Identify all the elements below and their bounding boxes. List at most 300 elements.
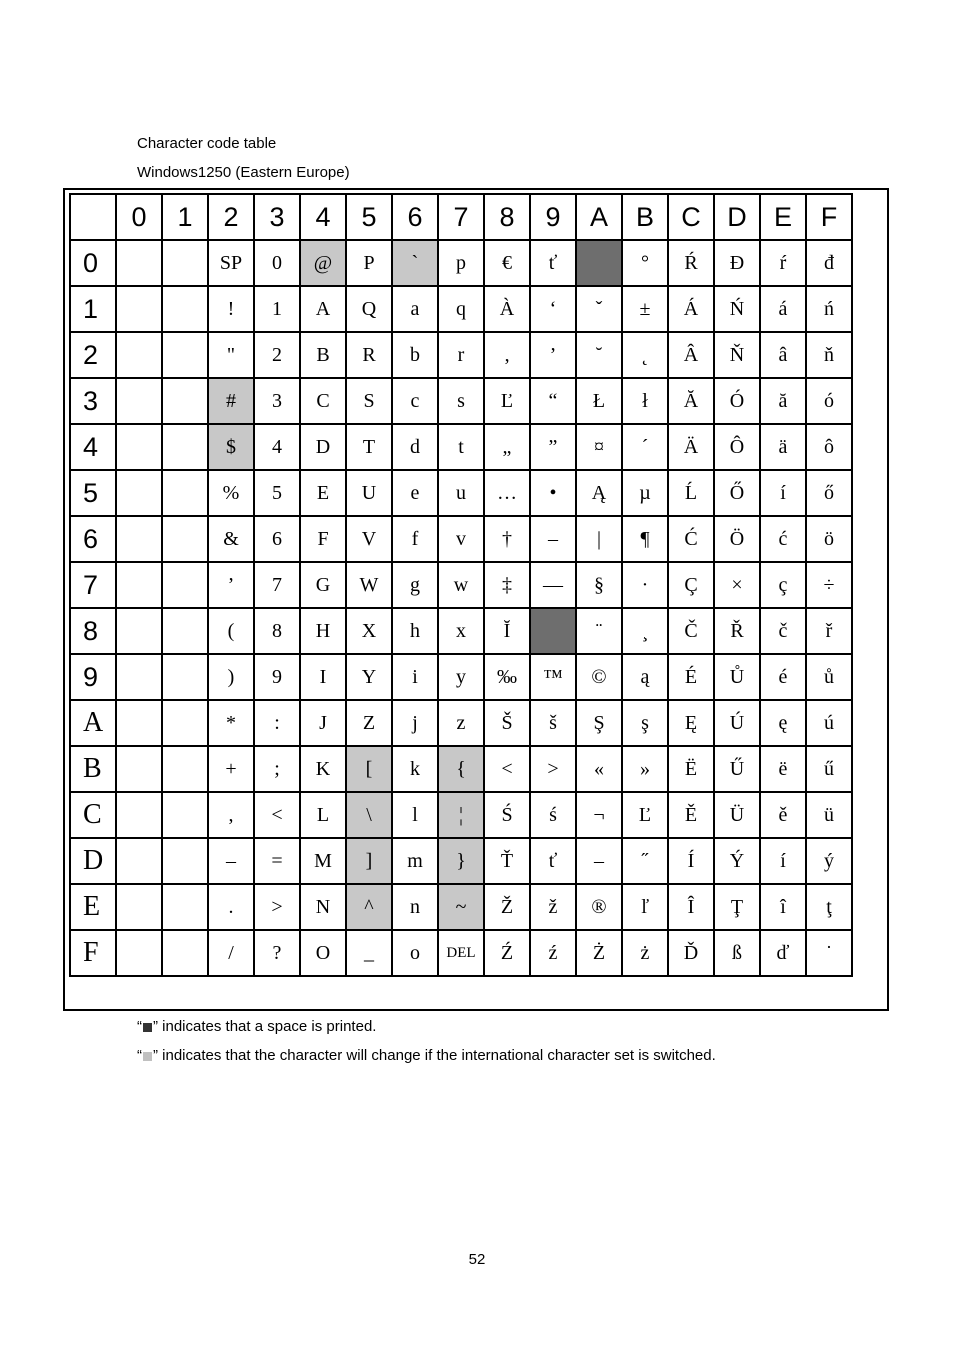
char-cell: # xyxy=(208,378,254,424)
table-title: Character code table xyxy=(137,135,277,152)
char-cell: % xyxy=(208,470,254,516)
char-cell: ř xyxy=(806,608,852,654)
char-cell: Â xyxy=(668,332,714,378)
char-cell: Ť xyxy=(484,838,530,884)
row-header: 5 xyxy=(70,470,116,516)
char-cell: F xyxy=(300,516,346,562)
char-cell: ß xyxy=(714,930,760,976)
table-row xyxy=(70,746,852,792)
char-cell: ş xyxy=(622,700,668,746)
row-header: 4 xyxy=(70,424,116,470)
char-cell: Ö xyxy=(714,516,760,562)
char-cell xyxy=(162,286,208,332)
char-cell: C xyxy=(300,378,346,424)
char-cell: } xyxy=(438,838,484,884)
column-header: 0 xyxy=(116,194,162,240)
column-header: 7 xyxy=(438,194,484,240)
char-cell: d xyxy=(392,424,438,470)
char-cell: Ž xyxy=(484,884,530,930)
char-cell: p xyxy=(438,240,484,286)
char-cell xyxy=(116,608,162,654)
footnote-space-open: “ xyxy=(137,1018,142,1035)
char-cell: “ xyxy=(530,378,576,424)
column-header: A xyxy=(576,194,622,240)
char-cell: © xyxy=(576,654,622,700)
char-cell: m xyxy=(392,838,438,884)
char-cell: ć xyxy=(760,516,806,562)
char-cell: Ř xyxy=(714,608,760,654)
char-cell xyxy=(116,562,162,608)
table-row xyxy=(70,378,852,424)
char-cell: ! xyxy=(208,286,254,332)
table-row xyxy=(70,240,852,286)
char-cell: Ł xyxy=(576,378,622,424)
char-cell: Ŕ xyxy=(668,240,714,286)
page-number: 52 xyxy=(468,1251,486,1268)
char-cell: Ľ xyxy=(484,378,530,424)
char-cell: u xyxy=(438,470,484,516)
table-row xyxy=(70,884,852,930)
char-cell: Ľ xyxy=(622,792,668,838)
row-header: 8 xyxy=(70,608,116,654)
footnote-intl xyxy=(137,1047,716,1064)
char-cell: Ű xyxy=(714,746,760,792)
char-cell: ě xyxy=(760,792,806,838)
char-cell: x xyxy=(438,608,484,654)
char-cell: g xyxy=(392,562,438,608)
char-cell xyxy=(162,654,208,700)
table-row xyxy=(70,654,852,700)
char-cell: n xyxy=(392,884,438,930)
char-cell: ˇ xyxy=(576,286,622,332)
char-cell: / xyxy=(208,930,254,976)
char-cell: Ş xyxy=(576,700,622,746)
char-cell: Ĺ xyxy=(668,470,714,516)
column-header: 2 xyxy=(208,194,254,240)
row-header: A xyxy=(70,700,116,746)
char-cell: á xyxy=(760,286,806,332)
char-cell xyxy=(162,930,208,976)
char-cell xyxy=(116,792,162,838)
char-cell: ’ xyxy=(208,562,254,608)
char-cell: „ xyxy=(484,424,530,470)
char-cell xyxy=(116,654,162,700)
char-cell xyxy=(162,332,208,378)
char-cell xyxy=(530,608,576,654)
char-cell: z xyxy=(438,700,484,746)
char-cell: µ xyxy=(622,470,668,516)
char-cell: > xyxy=(254,884,300,930)
char-cell: 3 xyxy=(254,378,300,424)
column-header: 9 xyxy=(530,194,576,240)
column-header: 3 xyxy=(254,194,300,240)
column-header: 4 xyxy=(300,194,346,240)
char-cell: Ä xyxy=(668,424,714,470)
char-cell xyxy=(116,286,162,332)
char-cell: Ő xyxy=(714,470,760,516)
char-cell: ą xyxy=(622,654,668,700)
char-cell: V xyxy=(346,516,392,562)
row-header: B xyxy=(70,746,116,792)
char-cell: E xyxy=(300,470,346,516)
table-row xyxy=(70,470,852,516)
char-cell: & xyxy=(208,516,254,562)
char-cell: ď xyxy=(760,930,806,976)
char-cell: • xyxy=(530,470,576,516)
char-cell: Ń xyxy=(714,286,760,332)
table-row xyxy=(70,424,852,470)
char-cell: × xyxy=(714,562,760,608)
char-cell: ˝ xyxy=(622,838,668,884)
row-header: 3 xyxy=(70,378,116,424)
char-cell: s xyxy=(438,378,484,424)
table-row xyxy=(70,332,852,378)
char-cell: c xyxy=(392,378,438,424)
char-cell: ¶ xyxy=(622,516,668,562)
char-cell: ľ xyxy=(622,884,668,930)
char-cell: N xyxy=(300,884,346,930)
char-cell: l xyxy=(392,792,438,838)
char-cell: – xyxy=(530,516,576,562)
char-cell: , xyxy=(208,792,254,838)
row-header: 9 xyxy=(70,654,116,700)
table-row xyxy=(70,838,852,884)
char-cell: — xyxy=(530,562,576,608)
char-cell xyxy=(116,332,162,378)
char-cell: $ xyxy=(208,424,254,470)
char-cell: ź xyxy=(530,930,576,976)
char-cell: ¦ xyxy=(438,792,484,838)
char-cell: @ xyxy=(300,240,346,286)
char-cell: J xyxy=(300,700,346,746)
char-cell xyxy=(116,884,162,930)
char-cell: + xyxy=(208,746,254,792)
char-cell: ” xyxy=(530,424,576,470)
column-header: E xyxy=(760,194,806,240)
char-cell: ¤ xyxy=(576,424,622,470)
char-cell xyxy=(162,240,208,286)
char-cell xyxy=(116,424,162,470)
char-cell: Z xyxy=(346,700,392,746)
char-cell: ń xyxy=(806,286,852,332)
char-cell xyxy=(116,378,162,424)
char-cell: € xyxy=(484,240,530,286)
char-cell: = xyxy=(254,838,300,884)
char-cell xyxy=(162,838,208,884)
row-header: 1 xyxy=(70,286,116,332)
char-cell xyxy=(162,378,208,424)
row-header: 0 xyxy=(70,240,116,286)
char-cell: b xyxy=(392,332,438,378)
char-cell: – xyxy=(208,838,254,884)
char-cell: đ xyxy=(806,240,852,286)
char-cell: y xyxy=(438,654,484,700)
char-cell: : xyxy=(254,700,300,746)
char-cell: 8 xyxy=(254,608,300,654)
char-cell: K xyxy=(300,746,346,792)
row-header: 2 xyxy=(70,332,116,378)
table-row xyxy=(70,930,852,976)
char-cell: ť xyxy=(530,240,576,286)
char-cell: î xyxy=(760,884,806,930)
char-cell: [ xyxy=(346,746,392,792)
char-cell xyxy=(116,746,162,792)
table-row xyxy=(70,516,852,562)
char-cell: SP xyxy=(208,240,254,286)
char-cell: ® xyxy=(576,884,622,930)
char-cell: P xyxy=(346,240,392,286)
char-cell: 5 xyxy=(254,470,300,516)
char-cell: > xyxy=(530,746,576,792)
dark-square-icon xyxy=(143,1023,152,1032)
char-cell: O xyxy=(300,930,346,976)
table-row xyxy=(70,608,852,654)
char-cell: ă xyxy=(760,378,806,424)
char-cell: ™ xyxy=(530,654,576,700)
char-cell: G xyxy=(300,562,346,608)
char-cell: ä xyxy=(760,424,806,470)
char-cell: § xyxy=(576,562,622,608)
table-row xyxy=(70,286,852,332)
char-cell: · xyxy=(622,562,668,608)
char-cell: U xyxy=(346,470,392,516)
char-cell: Ě xyxy=(668,792,714,838)
char-cell: ÷ xyxy=(806,562,852,608)
char-cell: Ś xyxy=(484,792,530,838)
char-cell: Y xyxy=(346,654,392,700)
char-cell: 1 xyxy=(254,286,300,332)
char-cell: ] xyxy=(346,838,392,884)
row-header: 7 xyxy=(70,562,116,608)
char-cell: 0 xyxy=(254,240,300,286)
char-cell: í xyxy=(760,470,806,516)
char-cell xyxy=(116,516,162,562)
char-cell xyxy=(162,516,208,562)
char-cell: Ć xyxy=(668,516,714,562)
char-cell: ´ xyxy=(622,424,668,470)
char-cell xyxy=(116,930,162,976)
char-cell: Ę xyxy=(668,700,714,746)
char-cell xyxy=(162,608,208,654)
char-cell: ň xyxy=(806,332,852,378)
char-cell xyxy=(116,838,162,884)
char-cell: M xyxy=(300,838,346,884)
char-cell: < xyxy=(254,792,300,838)
char-cell: t xyxy=(438,424,484,470)
char-cell: | xyxy=(576,516,622,562)
char-cell: S xyxy=(346,378,392,424)
char-cell xyxy=(116,240,162,286)
char-cell: é xyxy=(760,654,806,700)
char-cell: Á xyxy=(668,286,714,332)
char-cell: R xyxy=(346,332,392,378)
char-cell: q xyxy=(438,286,484,332)
char-cell: \ xyxy=(346,792,392,838)
char-cell: Í xyxy=(668,838,714,884)
char-cell: A xyxy=(300,286,346,332)
char-cell: ż xyxy=(622,930,668,976)
char-cell: H xyxy=(300,608,346,654)
char-cell xyxy=(162,562,208,608)
char-cell: ţ xyxy=(806,884,852,930)
column-header: C xyxy=(668,194,714,240)
char-cell: À xyxy=(484,286,530,332)
char-cell: * xyxy=(208,700,254,746)
char-cell: ` xyxy=(392,240,438,286)
char-cell: ¸ xyxy=(622,608,668,654)
char-cell: ; xyxy=(254,746,300,792)
char-cell: ë xyxy=(760,746,806,792)
char-cell: ŕ xyxy=(760,240,806,286)
table-row xyxy=(70,562,852,608)
char-cell: Ô xyxy=(714,424,760,470)
char-cell: Ţ xyxy=(714,884,760,930)
char-cell: Ý xyxy=(714,838,760,884)
char-cell: … xyxy=(484,470,530,516)
char-cell xyxy=(162,424,208,470)
char-cell: ô xyxy=(806,424,852,470)
char-cell: w xyxy=(438,562,484,608)
char-cell: ę xyxy=(760,700,806,746)
char-cell: ű xyxy=(806,746,852,792)
char-cell: . xyxy=(208,884,254,930)
char-cell: í xyxy=(760,838,806,884)
column-header: D xyxy=(714,194,760,240)
row-header: F xyxy=(70,930,116,976)
char-cell: č xyxy=(760,608,806,654)
char-cell: ¬ xyxy=(576,792,622,838)
char-cell: r xyxy=(438,332,484,378)
char-cell: ± xyxy=(622,286,668,332)
char-cell: Ż xyxy=(576,930,622,976)
char-cell: " xyxy=(208,332,254,378)
row-header: D xyxy=(70,838,116,884)
char-cell: ( xyxy=(208,608,254,654)
char-cell: X xyxy=(346,608,392,654)
char-cell xyxy=(162,700,208,746)
char-cell xyxy=(116,700,162,746)
char-cell: Î xyxy=(668,884,714,930)
char-cell: Ą xyxy=(576,470,622,516)
corner-cell xyxy=(70,194,116,240)
char-cell: ˙ xyxy=(806,930,852,976)
char-cell: B xyxy=(300,332,346,378)
char-cell: j xyxy=(392,700,438,746)
char-cell: Ç xyxy=(668,562,714,608)
char-cell: Ň xyxy=(714,332,760,378)
table-row xyxy=(70,700,852,746)
char-cell: Š xyxy=(484,700,530,746)
char-cell: Ü xyxy=(714,792,760,838)
char-cell: Ă xyxy=(668,378,714,424)
char-cell: ? xyxy=(254,930,300,976)
char-cell: { xyxy=(438,746,484,792)
row-header: 6 xyxy=(70,516,116,562)
char-cell: » xyxy=(622,746,668,792)
char-cell: a xyxy=(392,286,438,332)
char-cell: ‡ xyxy=(484,562,530,608)
char-cell: ś xyxy=(530,792,576,838)
char-cell xyxy=(162,792,208,838)
char-cell xyxy=(162,470,208,516)
column-header: 1 xyxy=(162,194,208,240)
column-header: 8 xyxy=(484,194,530,240)
row-header: E xyxy=(70,884,116,930)
char-cell: v xyxy=(438,516,484,562)
column-header: 6 xyxy=(392,194,438,240)
char-cell: 2 xyxy=(254,332,300,378)
char-cell: h xyxy=(392,608,438,654)
footnote-intl-open: “ xyxy=(137,1047,142,1064)
char-cell: Ď xyxy=(668,930,714,976)
char-cell: T xyxy=(346,424,392,470)
char-cell: â xyxy=(760,332,806,378)
char-cell: ° xyxy=(622,240,668,286)
character-grid xyxy=(69,193,853,977)
char-cell: ö xyxy=(806,516,852,562)
char-cell: Ź xyxy=(484,930,530,976)
char-cell: ‰ xyxy=(484,654,530,700)
char-cell: ž xyxy=(530,884,576,930)
char-cell xyxy=(576,240,622,286)
table-subtitle: Windows1250 (Eastern Europe) xyxy=(137,164,350,181)
char-cell: ¨ xyxy=(576,608,622,654)
char-cell: e xyxy=(392,470,438,516)
char-cell: É xyxy=(668,654,714,700)
column-header: F xyxy=(806,194,852,240)
char-cell: ) xyxy=(208,654,254,700)
char-cell: ‘ xyxy=(530,286,576,332)
char-cell: k xyxy=(392,746,438,792)
char-cell: ł xyxy=(622,378,668,424)
char-cell: Ů xyxy=(714,654,760,700)
char-cell: o xyxy=(392,930,438,976)
char-cell xyxy=(162,746,208,792)
char-cell: ý xyxy=(806,838,852,884)
char-cell: Ë xyxy=(668,746,714,792)
column-header: B xyxy=(622,194,668,240)
char-cell: ú xyxy=(806,700,852,746)
table-row xyxy=(70,792,852,838)
row-header: C xyxy=(70,792,116,838)
char-cell: _ xyxy=(346,930,392,976)
footnote-space xyxy=(137,1018,376,1035)
column-header: 5 xyxy=(346,194,392,240)
char-cell: Ú xyxy=(714,700,760,746)
char-cell: W xyxy=(346,562,392,608)
char-cell: < xyxy=(484,746,530,792)
char-cell: DEL xyxy=(438,930,484,976)
char-cell: I xyxy=(300,654,346,700)
char-cell: Ĭ xyxy=(484,608,530,654)
char-cell: Đ xyxy=(714,240,760,286)
char-cell: † xyxy=(484,516,530,562)
char-cell: š xyxy=(530,700,576,746)
char-cell: ^ xyxy=(346,884,392,930)
char-cell: f xyxy=(392,516,438,562)
footnote-space-text: ” indicates that a space is printed. xyxy=(153,1018,377,1035)
char-cell: ç xyxy=(760,562,806,608)
char-cell: 9 xyxy=(254,654,300,700)
code-table xyxy=(69,193,853,977)
char-cell xyxy=(116,470,162,516)
char-cell: ť xyxy=(530,838,576,884)
char-cell: ü xyxy=(806,792,852,838)
char-cell: – xyxy=(576,838,622,884)
char-cell: ó xyxy=(806,378,852,424)
char-cell: ˛ xyxy=(622,332,668,378)
char-cell: 7 xyxy=(254,562,300,608)
